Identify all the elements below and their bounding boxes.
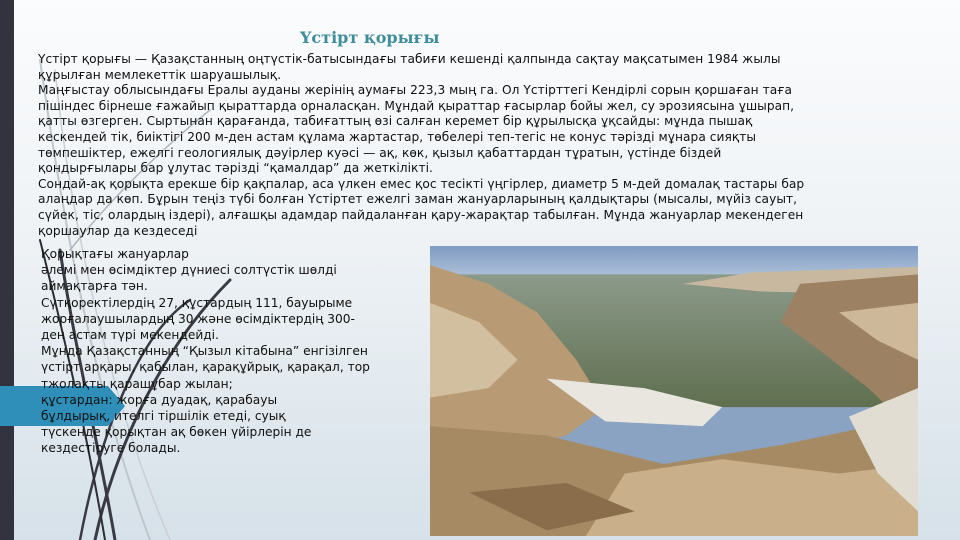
paragraph-line: қондырғылары бар ұлутас тәрізді “қамалдар” да жеткілікті. bbox=[38, 161, 433, 176]
fauna-line: түскенде қорықтан ақ бөкен үйірлерін де bbox=[41, 425, 312, 440]
fauna-line: бұлдырық, ителгі тіршілік етеді, суық bbox=[41, 409, 286, 424]
fauna-line: кездестіруге болады. bbox=[41, 441, 181, 456]
paragraph-line: құрылған мемлекеттік шаруашылық. bbox=[38, 67, 282, 82]
paragraph-line: қоршаулар да кездеседі bbox=[38, 223, 198, 238]
paragraph-line: қатты өзгерген. Сыртынан қарағанда, табиғаттың өзі салған керемет бір құрылысқа ұқсайды: мұнда пышақ bbox=[38, 114, 753, 129]
paragraph-line: кескендей тік, биіктігі 200 м-ден астам құлама жартастар, төбелері теп-тегіс не конус тәрізді мұнара сияқты bbox=[38, 129, 757, 144]
paragraph-line: алаңдар да көп. Бұрын теңіз түбі болған Үстіртет ежелгі заман жануарларының қалдықтары (мысалы, мүйіз сауыт, bbox=[38, 192, 798, 207]
paragraph-line: Маңғыстау облысындағы Ералы ауданы жерінің аумағы 223,3 мың га. Ол Үстірттегі Кендірлі сорын қоршаған таға bbox=[38, 83, 793, 98]
fauna-line: құстардан: жорға дуадақ, қарабауы bbox=[41, 392, 278, 407]
landscape-photo bbox=[430, 246, 918, 536]
fauna-line: аймақтарға тән. bbox=[41, 279, 148, 294]
fauna-line: тжолақты қарашұбар жылан; bbox=[41, 376, 233, 391]
paragraph-line: Сондай-ақ қорықта ерекше бір қақпалар, аса үлкен емес қос тесікті үңгірлер, диаметр 5 м-дей домалақ тастары бар bbox=[38, 176, 805, 191]
fauna-line: ден астам түрі мекендейді. bbox=[41, 328, 219, 343]
paragraph-line: төмпешіктер, ежелгі геологиялық дәуірлер куәсі — ақ, көк, қызыл қабаттардан тұратын, үстінде біздей bbox=[38, 145, 722, 160]
fauna-line: Мұнда Қазақстанның “Қызыл кітабына” енгізілген bbox=[41, 344, 368, 359]
fauna-line: Қорықтағы жануарлар bbox=[41, 247, 189, 261]
fauna-paragraph bbox=[41, 246, 421, 457]
fauna-line: жорғалаушылардың 30 және өсімдіктердің 300- bbox=[41, 311, 355, 326]
fauna-line: үстірт арқары, қабылан, қарақұйрық, қарақал, тор bbox=[41, 360, 370, 375]
paragraph-line: Үстірт қорығы — Қазақстанның оңтүстік-батысындағы табиғи кешенді қалпында сақтау мақсатымен 1984 жылы bbox=[38, 52, 781, 66]
paragraph-line: сүйек, тіс, олардың іздері), алғашқы адамдар пайдаланған қару-жарақтар табылған. Мұнда жануарлар мекендеген bbox=[38, 207, 804, 222]
fauna-line: әлемі мен өсімдіктер дүниесі солтүстік шөлді bbox=[41, 263, 337, 278]
main-paragraph bbox=[38, 52, 918, 239]
paragraph-line: пішіндес бірнеше ғажайып қыраттарда орналасқан. Мұндай қыраттар ғасырлар бойы жел, су эрозиясына ұшырап, bbox=[38, 98, 795, 113]
slide-title: Үстірт қорығы bbox=[300, 28, 440, 47]
fauna-line: Сүтқоректілердің 27, құстардың 111, бауырыме bbox=[41, 295, 353, 310]
